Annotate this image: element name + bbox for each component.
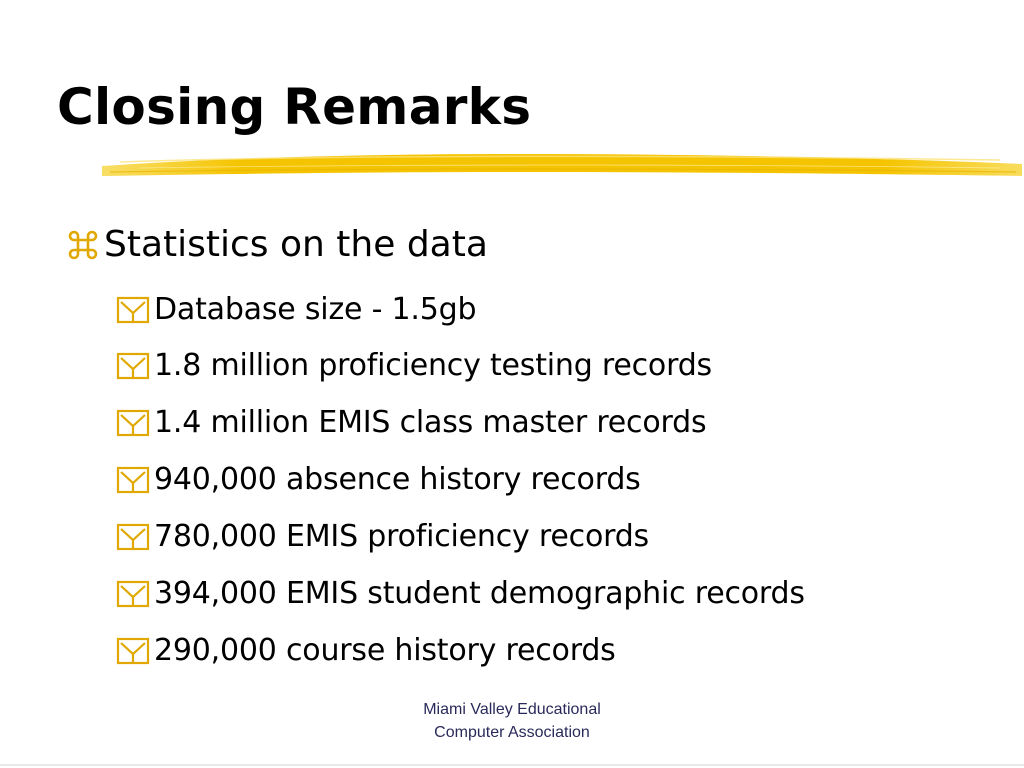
sub-bullet-item [116,346,712,386]
footer-line-2: Computer Association [434,724,590,741]
sub-bullet-text: 290,000 course history records [154,633,616,668]
checkbox-y-icon [116,465,150,495]
bullet-text: Statistics on the data [104,224,488,265]
bottom-divider [0,764,1024,766]
sub-bullet-text: 1.8 million proficiency testing records [154,348,712,383]
checkbox-y-icon [116,351,150,381]
sub-bullet-text: 780,000 EMIS proficiency records [154,519,649,554]
sub-bullet-text: 394,000 EMIS student demographic records [154,576,805,611]
sub-bullet-item [116,290,476,330]
sub-bullet-text: Database size - 1.5gb [154,292,477,327]
checkbox-y-icon [116,522,150,552]
slide-footer [362,698,662,744]
sub-bullet-text: 940,000 absence history records [154,462,641,497]
slide-title: Closing Remarks [57,78,532,136]
sub-bullet-text: 1.4 million EMIS class master records [154,405,707,440]
checkbox-y-icon [116,295,150,325]
bullet-item-statistics [64,222,488,268]
sub-bullet-item [116,460,641,500]
sub-bullet-item [116,631,616,671]
sub-bullet-item [116,403,706,443]
sub-bullet-item [116,574,805,614]
checkbox-y-icon [116,579,150,609]
checkbox-y-icon [116,408,150,438]
checkbox-y-icon [116,636,150,666]
sub-bullet-item [116,517,649,557]
footer-line-1: Miami Valley Educational [423,701,601,718]
command-key-icon [64,226,102,264]
